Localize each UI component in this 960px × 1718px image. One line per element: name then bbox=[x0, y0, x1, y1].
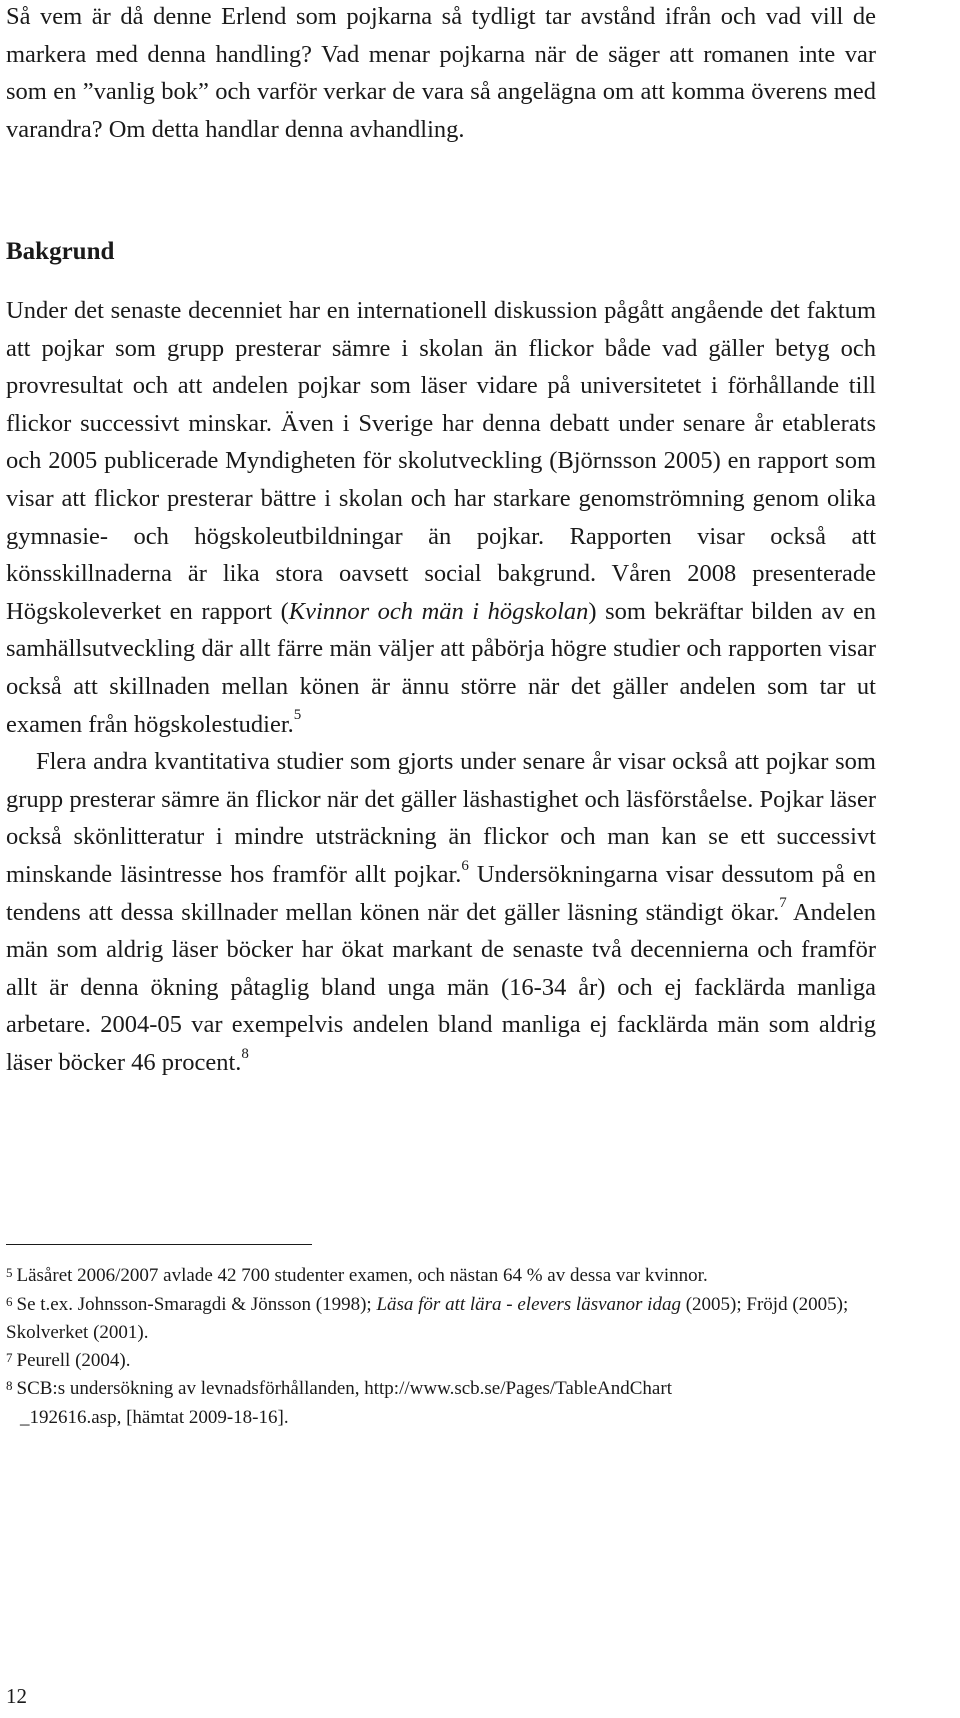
footnote-number: 8 bbox=[6, 1378, 13, 1393]
section-heading: Bakgrund bbox=[6, 238, 115, 265]
report-title: Kvinnor och män i högskolan bbox=[288, 597, 589, 625]
footnote-reference[interactable]: 6 bbox=[461, 857, 469, 874]
footnote-url-continuation[interactable]: _192616.asp, [hämtat 2009-18-16]. bbox=[20, 1406, 289, 1428]
footnote-number: 5 bbox=[6, 1265, 13, 1280]
paragraph-text: Undersökningarna visar dessutom på en tendens att dessa skillnader mellan könen när det gäller läsning ständigt ökar. bbox=[6, 860, 876, 926]
paragraph-text: Under det senaste decenniet har en internationell diskussion pågått angående det faktum att pojkar som grupp presterar sämre i skolan än flickor både vad gäller betyg och provresultat och att andelen pojkar som läser vidare på universitetet i förhållande till flickor successivt minskar. Även i Sverige har denna debatt under senare år etablerats och 2005 publicerade Myndigheten för skolutveckling (Björnsson 2005) en rapport som visar att flickor presterar bättre i skolan och har starkare genomströmning genom olika gymnasie- och högskoleutbildningar än pojkar. Rapporten visar också att könsskillnaderna är lika stora oavsett social bakgrund. Våren 2008 presenterade Högskoleverket en rapport ( bbox=[6, 297, 876, 625]
page-number: 12 bbox=[6, 1684, 27, 1708]
footnote-number: 7 bbox=[6, 1349, 13, 1365]
footnote-text: Läsåret 2006/2007 avlade 42 700 studenter examen, och nästan 64 % av dessa var kvinnor. bbox=[16, 1265, 708, 1286]
footnote-8 bbox=[6, 1375, 876, 1431]
footnote-text: Se t.ex. Johnsson-Smaragdi & Jönsson (1998); bbox=[16, 1293, 377, 1315]
body-paragraph-1 bbox=[6, 292, 876, 743]
footnote-5 bbox=[6, 1262, 876, 1291]
footnote-reference[interactable]: 8 bbox=[241, 1045, 249, 1062]
footnote-reference[interactable]: 5 bbox=[293, 707, 302, 724]
footnotes bbox=[6, 1262, 876, 1431]
footnote-6 bbox=[6, 1291, 876, 1347]
paragraph-text: Flera andra kvantitativa studier som gjorts under senare år visar också att pojkar som grupp presterar sämre än flickor när det gäller läshastighet och läsförståelse. Pojkar läser också skönlitteratur i mindre utsträckning än flickor och man kan se ett successivt minskande läsintresse hos framför allt pojkar. bbox=[6, 748, 876, 888]
footnote-text: Peurell (2004). bbox=[16, 1349, 131, 1371]
footnote-separator bbox=[6, 1244, 312, 1245]
footnote-7 bbox=[6, 1347, 876, 1376]
footnote-reference[interactable]: 7 bbox=[779, 895, 787, 912]
footnote-number: 6 bbox=[6, 1293, 13, 1309]
paragraph-text: Andelen män som aldrig läser böcker har ökat markant de senaste två decennierna och framför allt är denna ökning påtaglig bland unga män (16-34 år) och ej facklärda manliga arbetare. 2004-05 var exempelvis andelen bland manliga ej facklärda män som aldrig läser böcker 46 procent. bbox=[6, 898, 876, 1076]
footnote-url-text[interactable]: SCB:s undersökning av levnadsförhållanden, http://www.scb.se/Pages/TableAndChart bbox=[16, 1378, 672, 1399]
intro-paragraph: Så vem är då denne Erlend som pojkarna så tydligt tar avstånd ifrån och vad vill de markera med denna handling? Vad menar pojkarna när de säger att romanen inte var som en ”vanlig bok” och varför verkar de vara så angelägna om att komma överens med varandra? Om detta handlar denna avhandling. bbox=[6, 3, 876, 143]
paragraph-text: ) som bekräftar bilden av en samhällsutveckling där allt färre män väljer att påbörja högre studier och rapporten visar också att skillnaden mellan könen är ännu större när det gäller andelen som tar ut examen från högskolestudier. bbox=[6, 597, 876, 738]
section-body bbox=[6, 292, 876, 1081]
body-paragraph-2 bbox=[6, 743, 876, 1081]
footnote-title: Läsa för att lära - elevers läsvanor idag bbox=[376, 1293, 681, 1315]
footnote-text: (2005); Fröjd (2005); Skolverket (2001). bbox=[6, 1293, 849, 1343]
